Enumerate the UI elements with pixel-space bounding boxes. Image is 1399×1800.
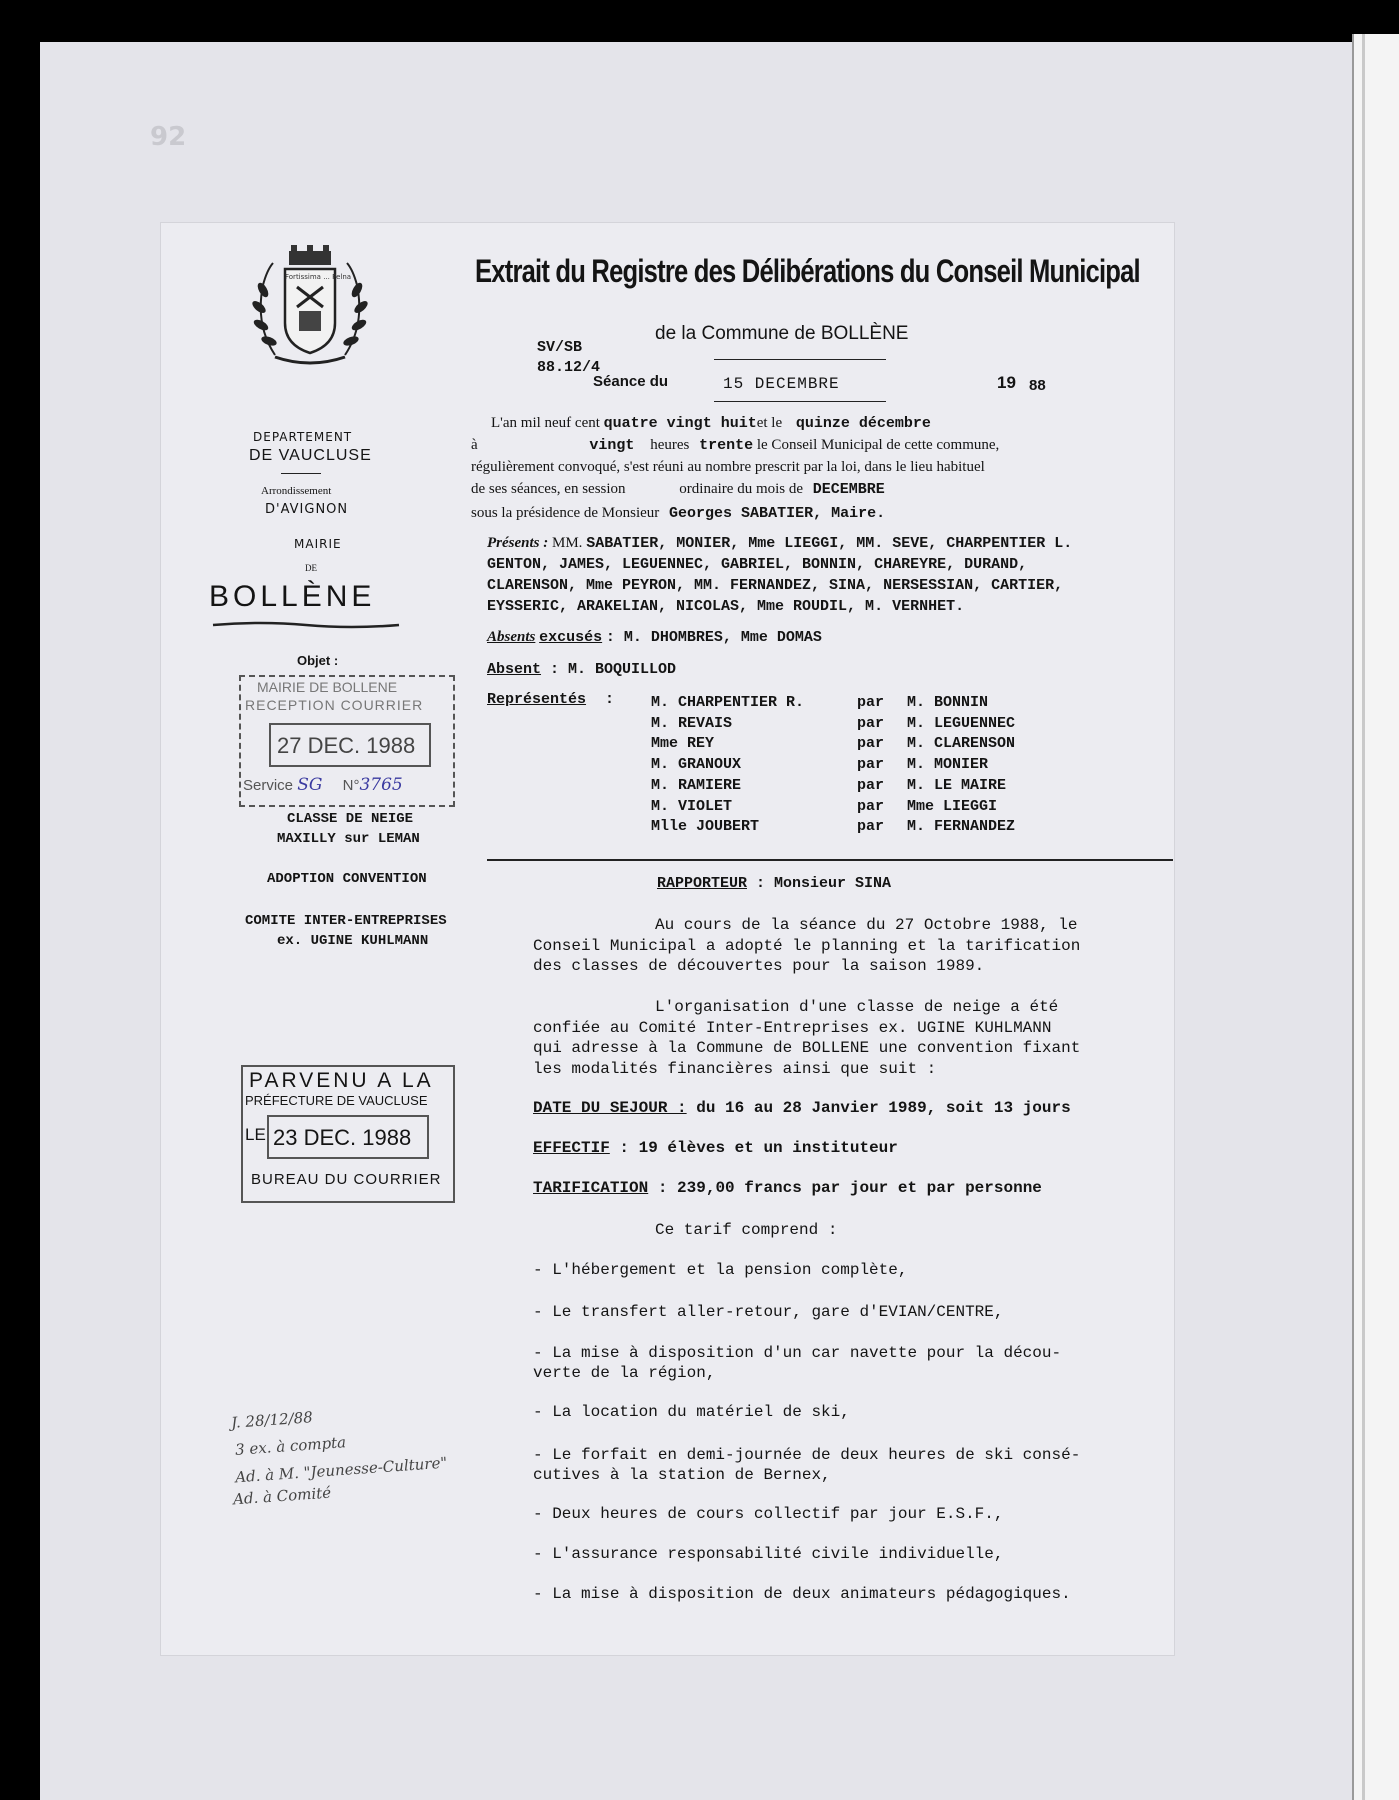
service-value: SG (297, 775, 323, 795)
handwritten-note: 3 ex. à compta (234, 1433, 347, 1459)
tarif-item: - La mise à disposition de deux animateurs pédagogiques. (533, 1585, 1071, 1603)
rapporteur (657, 875, 891, 892)
departement-name: DE VAUCLUSE (249, 447, 372, 464)
stamp-le: LE (245, 1125, 266, 1144)
absents-label: excusés (539, 629, 603, 646)
par-label: par (857, 735, 885, 753)
presents-prefix: MM. (552, 535, 583, 551)
preamble-text: à (471, 437, 478, 453)
tarif-item-line: cutives à la station de Bernex, (533, 1466, 831, 1484)
tarif-item-line: - Le forfait en demi-journée de deux heures de ski consé- (533, 1446, 1081, 1464)
representes-label (487, 691, 614, 708)
proxy-member: Mme LIEGGI (907, 797, 998, 815)
paragraph-line: qui adresse à la Commune de BOLLENE une convention fixant (533, 1039, 1081, 1057)
page-fold (1362, 34, 1365, 1800)
representes-row (651, 693, 1015, 714)
presents-line-4: EYSSERIC, ARAKELIAN, NICOLAS, Mme ROUDIL, M. VERNHET. (487, 598, 965, 615)
par-label: par (857, 694, 885, 711)
proxy-member: M. LE MAIRE (907, 776, 1007, 794)
par-label: par (857, 776, 885, 794)
effectif (533, 1139, 898, 1157)
paragraph-line: confiée au Comité Inter-Entreprises ex. UGINE KUHLMANN (533, 1018, 1052, 1037)
tarification-label: TARIFICATION (533, 1179, 649, 1197)
reference-code: SV/SB (537, 339, 583, 356)
tarification (533, 1179, 1042, 1197)
objet-line-1: CLASSE DE NEIGE (287, 811, 414, 827)
preamble-text: le Conseil Municipal de cette commune, (756, 437, 1000, 453)
preamble-text: L'an mil neuf cent (491, 415, 600, 431)
deliberation-document (160, 222, 1175, 1656)
rapporteur-value: : Monsieur SINA (756, 875, 892, 892)
stamp-date-box (269, 723, 431, 767)
date-sejour-label: DATE DU SEJOUR : (533, 1099, 687, 1117)
preamble-filled: DECEMBRE (812, 481, 885, 498)
objet-label: Objet : (297, 653, 339, 668)
preamble-text: heures (650, 437, 690, 453)
ornament-divider (211, 621, 401, 629)
represented-member: M. REVAIS (651, 714, 733, 732)
preamble-filled: Georges SABATIER, Maire. (669, 505, 886, 522)
representes-row (651, 817, 1015, 838)
tarif-item (533, 1445, 1080, 1485)
represented-member: M. RAMIERE (651, 776, 742, 794)
section-divider (487, 859, 1173, 861)
preamble-text: sous la présidence de Monsieur (471, 505, 660, 521)
number-label: N° (342, 777, 360, 794)
seance-date: 15 DECEMBRE (723, 375, 840, 393)
proxy-member: M. CLARENSON (907, 735, 1016, 753)
par-label: par (857, 797, 885, 815)
coat-of-arms-icon (245, 245, 375, 367)
stamp-service (243, 775, 403, 795)
service-label: Service (243, 777, 294, 794)
representes-row (651, 714, 1015, 735)
reference-number: 88.12/4 (537, 359, 601, 376)
presents-line-3: CLARENSON, Mme PEYRON, MM. FERNANDEZ, SINA, NERSESSIAN, CARTIER, (487, 577, 1064, 594)
represented-member: M. GRANOUX (651, 756, 742, 774)
stamp-date-box (267, 1115, 429, 1159)
handwritten-note: Ad. à Comité (232, 1483, 332, 1509)
representes-title: Représentés (487, 691, 587, 708)
presents-label: Présents : (487, 535, 549, 551)
arrondissement-label: Arrondissement (261, 485, 332, 497)
preamble-filled: vingt (589, 437, 635, 454)
divider (281, 473, 321, 474)
tarif-item: - Deux heures de cours collectif par jour E.S.F., (533, 1505, 1004, 1523)
preamble-line-3: régulièrement convoqué, s'est réuni au nombre prescrit par la loi, dans le lieu habituel (471, 459, 985, 475)
absent-value: : M. BOQUILLOD (550, 661, 677, 678)
de-label: DE (305, 563, 317, 573)
paragraph-line: L'organisation d'une classe de neige a été (655, 998, 1059, 1016)
par-label: par (857, 756, 885, 774)
arms-motto: Fortissima ... Pelna (285, 273, 352, 281)
arrondissement-name: D'AVIGNON (265, 502, 349, 517)
date-sejour (533, 1099, 1071, 1117)
proxy-member: M. LEGUENNEC (907, 714, 1016, 732)
prefecture-stamp (241, 1065, 455, 1203)
representes-row (651, 755, 1015, 776)
preamble-text: ordinaire du mois de (679, 481, 804, 497)
preamble-text: de ses séances, en session (471, 481, 626, 497)
proxy-member: M. FERNANDEZ (907, 818, 1016, 836)
tarif-item-line: - La mise à disposition d'un car navette pour la décou- (533, 1344, 1062, 1362)
tarif-item-line: verte de la région, (533, 1364, 716, 1382)
tarif-item: - La location du matériel de ski, (533, 1403, 850, 1421)
tarif-item: - L'assurance responsabilité civile individuelle, (533, 1545, 1004, 1563)
tarif-item: - Le transfert aller-retour, gare d'EVIAN/CENTRE, (533, 1303, 1004, 1321)
paragraph-line: des classes de découvertes pour la saison 1989. (533, 957, 985, 975)
document-title: Extrait du Registre des Délibérations du Conseil Municipal (475, 253, 1140, 289)
date-sejour-value: du 16 au 28 Janvier 1989, soit 13 jours (696, 1099, 1071, 1117)
preamble-filled: quinze décembre (795, 415, 931, 432)
stamp-line: BUREAU DU COURRIER (251, 1171, 442, 1188)
page-edge (1352, 34, 1399, 1800)
preamble-line-1 (491, 415, 931, 432)
absents-excuses (487, 629, 822, 646)
divider (714, 401, 886, 402)
mairie-label: MAIRIE (294, 537, 342, 551)
presents-line-2: GENTON, JAMES, LEGUENNEC, GABRIEL, BONNIN, CHAREYRE, DURAND, (487, 556, 1028, 573)
objet-line-4: COMITE INTER-ENTREPRISES (245, 913, 447, 929)
tarif-item: - L'hébergement et la pension complète, (533, 1261, 908, 1279)
divider (714, 359, 886, 360)
stamp-date: 27 DEC. 1988 (277, 733, 416, 758)
rapporteur-label: RAPPORTEUR (657, 875, 748, 892)
seance-year-prefix: 19 (997, 373, 1016, 392)
departement-label: DEPARTEMENT (253, 430, 353, 444)
preamble-filled: quatre vingt huit (603, 415, 757, 432)
handwritten-note: Ad. à M. "Jeunesse-Culture" (234, 1453, 448, 1487)
absents-label: Absents (487, 629, 536, 645)
stamp-line: RECEPTION COURRIER (245, 697, 424, 713)
represented-member: Mlle JOUBERT (651, 818, 760, 836)
paragraph-2 (533, 997, 1080, 1079)
tarif-intro: Ce tarif comprend : (655, 1221, 838, 1239)
representes-table (651, 693, 1015, 838)
commune-name: BOLLÈNE (209, 580, 376, 613)
stamp-date: 23 DEC. 1988 (273, 1125, 412, 1150)
objet-line-2: MAXILLY sur LEMAN (277, 831, 420, 847)
representes-row (651, 734, 1015, 755)
number-value: 3765 (359, 775, 403, 795)
seance-year-suffix: 88 (1029, 377, 1046, 394)
presents-names: SABATIER, MONIER, Mme LIEGGI, MM. SEVE, CHARPENTIER L. (586, 535, 1073, 552)
effectif-value: : 19 élèves et un instituteur (619, 1139, 898, 1157)
paragraph-1 (533, 915, 1080, 977)
reception-stamp (239, 675, 455, 807)
proxy-member: M. BONNIN (907, 694, 989, 711)
effectif-label: EFFECTIF (533, 1139, 610, 1157)
stamp-line: PRÉFECTURE DE VAUCLUSE (245, 1093, 428, 1108)
representes-row (651, 797, 1015, 818)
absent (487, 661, 676, 678)
stamp-line: MAIRIE DE BOLLENE (257, 679, 398, 695)
stamp-line: PARVENU A LA (249, 1069, 434, 1092)
tarif-item (533, 1343, 1061, 1383)
represented-member: Mme REY (651, 735, 715, 753)
par-label: par (857, 818, 885, 836)
objet-line-5: ex. UGINE KUHLMANN (277, 933, 429, 949)
preamble-line-4 (471, 481, 885, 498)
par-label: par (857, 714, 885, 732)
preamble-line-5 (471, 505, 885, 522)
preamble-line-2 (471, 437, 999, 454)
page-mark: 92 (150, 122, 187, 152)
absent-label: Absent (487, 661, 542, 678)
document-subtitle: de la Commune de BOLLÈNE (655, 323, 909, 344)
paragraph-line: Au cours de la séance du 27 Octobre 1988, le (655, 916, 1078, 934)
seance-label: Séance du (593, 373, 669, 390)
tarification-value: : 239,00 francs par jour et par personne (657, 1179, 1042, 1197)
proxy-member: M. MONIER (907, 756, 989, 774)
paragraph-line: les modalités financières ainsi que suit : (533, 1059, 937, 1078)
paragraph-line: Conseil Municipal a adopté le planning et la tarification (533, 936, 1081, 955)
represented-member: M. CHARPENTIER R. (651, 694, 805, 711)
objet-line-3: ADOPTION CONVENTION (267, 871, 427, 887)
represented-member: M. VIOLET (651, 797, 733, 815)
preamble-filled: trente (699, 437, 754, 454)
presents-line-1 (487, 535, 1072, 552)
preamble-text: et le (756, 415, 783, 431)
absents-value: : M. DHOMBRES, Mme DOMAS (605, 629, 822, 646)
representes-row (651, 776, 1015, 797)
handwritten-note: J. 28/12/88 (230, 1408, 314, 1432)
representes-colon: : (605, 691, 615, 708)
